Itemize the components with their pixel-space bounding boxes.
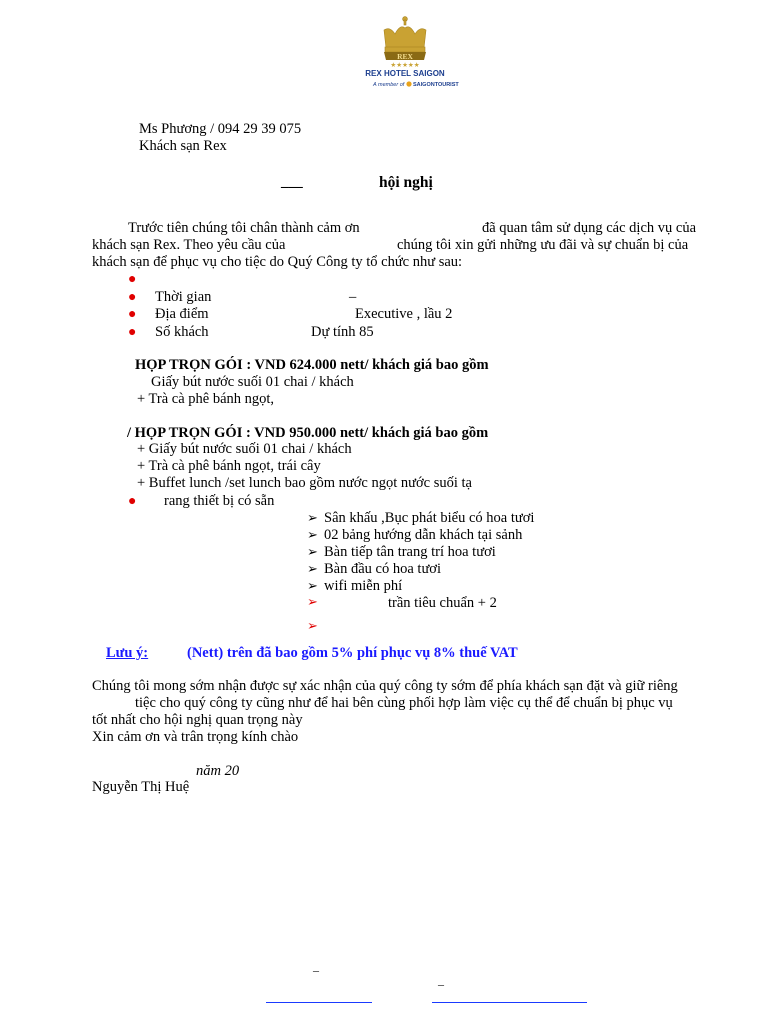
- package-2-item: + Buffet lunch /set lunch bao gồm nước ngọt nước suối tạ: [137, 475, 472, 491]
- note-label: Lưu ý:: [106, 645, 149, 661]
- bullet-icon: ●: [128, 290, 137, 305]
- equipment-item: Sân khấu ,Bục phát biểu có hoa tươi: [324, 510, 535, 526]
- intro-line-2a: khách sạn Rex. Theo yêu cầu của: [92, 237, 286, 253]
- time-label: Thời gian: [155, 289, 212, 305]
- arrow-bullet-icon: ➢: [307, 561, 318, 576]
- footer-link-underline: [432, 1002, 587, 1003]
- intro-line-1a: Trước tiên chúng tôi chân thành cảm ơn: [128, 220, 360, 236]
- bullet-icon: ●: [128, 325, 137, 340]
- arrow-bullet-icon: ➢: [307, 618, 318, 633]
- equipment-label: rang thiết bị có sẵn: [164, 493, 275, 509]
- intro-line-2b: chúng tôi xin gửi những ưu đãi và sự chuẩn bị của: [397, 237, 689, 253]
- time-value: –: [349, 289, 357, 305]
- package-2-item: + Giấy bút nước suối 01 chai / khách: [137, 441, 352, 457]
- hotel-name: REX HOTEL SAIGON: [365, 69, 445, 78]
- package-1-heading: HỌP TRỌN GÓI : VND 624.000 nett/ khách giá bao gồm: [135, 357, 489, 373]
- equipment-item: Bàn đầu có hoa tươi: [324, 561, 441, 577]
- closing-line-3: tốt nhất cho hội nghị quan trọng này: [92, 712, 303, 728]
- star-rating-icon: ★★★★★: [390, 61, 420, 69]
- package-1-item: Giấy bút nước suối 01 chai / khách: [151, 374, 354, 390]
- title-blank: ___: [281, 174, 303, 190]
- note-text: (Nett) trên đã bao gồm 5% phí phục vụ 8% thuế VAT: [187, 645, 518, 661]
- rex-banner: [384, 52, 426, 61]
- footer-dash: –: [438, 977, 444, 991]
- venue-value: Executive , lầu 2: [355, 306, 453, 322]
- bullet-icon: ●: [128, 494, 137, 509]
- intro-line-1b: đã quan tâm sử dụng các dịch vụ của: [482, 220, 697, 236]
- hotel-name-line: Khách sạn Rex: [139, 138, 227, 154]
- contact-line: Ms Phương / 094 29 39 075: [139, 121, 302, 137]
- page-title: hội nghị: [379, 174, 433, 191]
- equipment-item: wifi miễn phí: [324, 578, 403, 594]
- guests-label: Số khách: [155, 324, 209, 340]
- equipment-item: 02 bảng hướng dẫn khách tại sảnh: [324, 527, 523, 543]
- signature-name: Nguyễn Thị Huệ: [92, 779, 190, 795]
- arrow-bullet-icon: ➢: [307, 578, 318, 593]
- svg-text:REX: REX: [397, 52, 413, 61]
- signature-date: năm 20: [196, 763, 240, 779]
- equipment-item: Bàn tiếp tân trang trí hoa tươi: [324, 544, 496, 560]
- arrow-bullet-icon: ➢: [307, 544, 318, 559]
- venue-label: Địa điểm: [155, 306, 209, 322]
- arrow-bullet-icon: ➢: [307, 527, 318, 542]
- bullet-icon: ●: [128, 272, 137, 287]
- arrow-bullet-icon: ➢: [307, 594, 318, 609]
- saigontourist-icon: [406, 81, 411, 86]
- closing-line-1: Chúng tôi mong sớm nhận được sự xác nhận của quý công ty sớm để phía khách sạn đặt và giữ riêng: [92, 678, 678, 694]
- bullet-icon: ●: [128, 307, 137, 322]
- package-2-item: + Trà cà phê bánh ngọt, trái cây: [137, 458, 321, 474]
- package-1-item: + Trà cà phê bánh ngọt,: [137, 391, 275, 407]
- guests-value: Dự tính 85: [311, 324, 374, 340]
- member-brand: SAIGONTOURIST: [413, 82, 459, 88]
- package-2-heading: / HỌP TRỌN GÓI : VND 950.000 nett/ khách giá bao gồm: [127, 425, 489, 441]
- intro-line-3: khách sạn để phục vụ cho tiệc do Quý Công ty tổ chức như sau:: [92, 254, 463, 270]
- rex-hotel-logo: [340, 14, 470, 90]
- equipment-item: trần tiêu chuẩn + 2: [388, 595, 497, 611]
- footer-dash: –: [313, 963, 319, 977]
- crown-icon: [384, 17, 426, 52]
- arrow-bullet-icon: ➢: [307, 510, 318, 525]
- footer-link-underline: [266, 1002, 372, 1003]
- closing-line-2: tiệc cho quý công ty cũng như để hai bên cùng phối hợp làm việc cụ thể để chuẩn bị phục vụ: [135, 695, 673, 711]
- member-prefix: A member of: [373, 82, 405, 88]
- closing-line-4: Xin cảm ơn và trân trọng kính chào: [92, 729, 299, 745]
